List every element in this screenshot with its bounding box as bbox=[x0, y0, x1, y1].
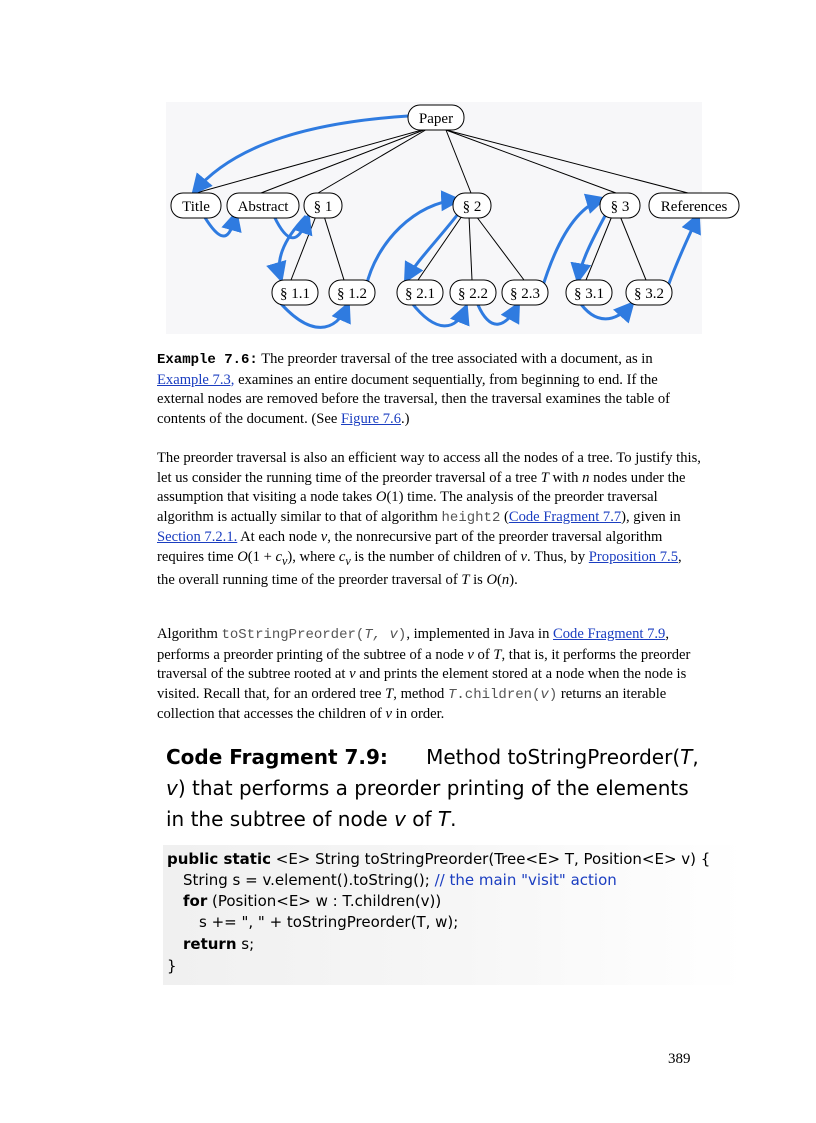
var: v bbox=[166, 776, 178, 800]
text: is the number of children of bbox=[350, 548, 521, 565]
var: c bbox=[338, 548, 346, 565]
text: ( bbox=[497, 571, 502, 588]
node-s1-1 bbox=[272, 280, 318, 305]
node-s3-1 bbox=[566, 280, 612, 305]
text: of bbox=[405, 807, 438, 831]
link-proposition-7-5[interactable]: Proposition 7.5 bbox=[588, 548, 678, 565]
text: Algorithm bbox=[157, 626, 222, 642]
link-code-fragment-7-9[interactable]: Code Fragment 7.9 bbox=[553, 626, 666, 642]
example-paragraph bbox=[157, 350, 701, 429]
code-text: s += ", " + toStringPreorder(T, w); bbox=[199, 913, 459, 931]
node-label: § 2.1 bbox=[405, 286, 435, 302]
var: O bbox=[375, 489, 387, 505]
node-s1 bbox=[304, 193, 342, 218]
node-s1-2 bbox=[329, 280, 375, 305]
code-text: s; bbox=[236, 935, 255, 953]
var: v bbox=[520, 548, 528, 565]
code-var: v bbox=[540, 686, 549, 703]
text: (1) time. The analysis of the preorder traversal algorithm is actually similar to that of algorithm bbox=[157, 489, 658, 525]
text: Method toStringPreorder( bbox=[426, 745, 681, 769]
var: O bbox=[486, 571, 498, 588]
node-s2-3 bbox=[502, 280, 548, 305]
text: ), given in bbox=[621, 508, 681, 525]
node-label: References bbox=[660, 199, 728, 215]
text: ), where bbox=[287, 548, 339, 565]
text: and prints the element stored at a node when the node is visited. Recall that, for an ordered tree bbox=[157, 666, 687, 702]
var: v bbox=[394, 807, 406, 831]
text: , method bbox=[393, 685, 448, 702]
code-text: toStringPreorder( bbox=[221, 627, 365, 643]
node-paper bbox=[408, 105, 464, 130]
node-s2 bbox=[453, 193, 491, 218]
var: v bbox=[349, 666, 356, 682]
text: , that is, it performs the preorder traversal of the subtree rooted at bbox=[157, 646, 691, 682]
text: with bbox=[548, 469, 583, 486]
keyword: public static bbox=[167, 850, 271, 868]
text: ). bbox=[509, 571, 518, 588]
text: of bbox=[473, 646, 494, 663]
node-label: Abstract bbox=[237, 199, 289, 215]
var: T bbox=[461, 571, 470, 588]
node-label: § 1 bbox=[313, 199, 333, 215]
text: . Thus, by bbox=[527, 548, 589, 565]
text: nodes under the assumption that visiting a node takes bbox=[157, 469, 686, 505]
node-label: § 1.1 bbox=[280, 286, 310, 302]
preorder-tree-figure bbox=[166, 102, 728, 334]
text: , the nonrecursive part of the preorder traversal algorithm requires time bbox=[157, 529, 663, 565]
node-label: § 2.2 bbox=[458, 286, 488, 302]
code-line-4 bbox=[199, 912, 458, 934]
text: , the overall running time of the preorder traversal of bbox=[157, 548, 682, 588]
node-label: Title bbox=[182, 199, 210, 215]
var: T bbox=[493, 646, 502, 663]
text: is bbox=[469, 571, 487, 588]
var: c bbox=[275, 548, 282, 565]
code-text: ) bbox=[548, 686, 558, 703]
algorithm-paragraph bbox=[157, 625, 701, 725]
node-s2-2 bbox=[450, 280, 496, 305]
text: returns an iterable collection that accesses the children of bbox=[157, 685, 667, 722]
text: in order. bbox=[392, 706, 445, 722]
node-s3-2 bbox=[626, 280, 672, 305]
code-block bbox=[163, 845, 745, 985]
code-text: (Position<E> w : T.children(v)) bbox=[207, 892, 442, 910]
code-line-5 bbox=[183, 934, 254, 956]
code-text: .children( bbox=[456, 686, 541, 703]
var: v bbox=[281, 553, 288, 568]
code-line-6 bbox=[167, 956, 177, 978]
node-references bbox=[649, 193, 739, 218]
text: , performs a preorder printing of the subtree of a node bbox=[157, 626, 669, 663]
code-inline: height2 bbox=[441, 509, 501, 526]
var: v bbox=[467, 646, 474, 663]
example-label: Example 7.6: bbox=[157, 352, 258, 368]
node-title bbox=[171, 193, 221, 218]
code-var: T, v bbox=[364, 627, 398, 643]
node-label: § 3 bbox=[610, 199, 630, 215]
var: v bbox=[320, 529, 328, 545]
code-text: String s = v.element().toString(); bbox=[183, 871, 430, 889]
code-text: ) bbox=[397, 627, 407, 643]
keyword: for bbox=[183, 892, 208, 910]
var: n bbox=[501, 571, 510, 588]
code-var: T bbox=[448, 686, 457, 703]
var: O bbox=[237, 548, 248, 565]
code-line-1 bbox=[167, 849, 710, 871]
var: n bbox=[582, 469, 590, 486]
running-time-paragraph bbox=[157, 449, 701, 590]
keyword: return bbox=[183, 935, 237, 953]
text: (1 + bbox=[247, 548, 276, 565]
node-s2-1 bbox=[397, 280, 443, 305]
node-label: § 3.1 bbox=[574, 286, 604, 302]
var: T bbox=[540, 469, 549, 486]
text: ) that performs a preorder printing of the elements in the subtree of node bbox=[166, 776, 689, 831]
text: The preorder traversal is also an efficient way to access all the nodes of a tree. To justify this, let us consider the running time of the preorder traversal of a tree bbox=[157, 450, 701, 486]
link-section-7-2-1[interactable]: Section 7.2.1. bbox=[157, 529, 238, 545]
code-inline bbox=[448, 687, 557, 703]
var: T bbox=[437, 807, 451, 831]
link-example-7-3[interactable]: Example 7.3, bbox=[157, 371, 235, 388]
node-abstract bbox=[227, 193, 299, 218]
text: , bbox=[692, 745, 699, 769]
tree-diagram bbox=[166, 102, 728, 334]
node-s3 bbox=[600, 193, 640, 218]
var: T bbox=[385, 685, 394, 702]
link-figure-7-6[interactable]: Figure 7.6 bbox=[341, 410, 401, 427]
page-number: 389 bbox=[668, 1051, 691, 1067]
node-label: § 2 bbox=[462, 199, 482, 215]
text: .) bbox=[401, 410, 410, 427]
text: . bbox=[450, 807, 457, 831]
node-label: § 2.3 bbox=[510, 286, 540, 302]
code-text: } bbox=[167, 957, 177, 975]
text: ( bbox=[500, 508, 509, 525]
node-label: § 1.2 bbox=[337, 286, 367, 302]
node-label: § 3.2 bbox=[634, 286, 664, 302]
code-line-2 bbox=[183, 870, 617, 892]
code-fragment-caption bbox=[166, 742, 706, 835]
link-code-fragment-7-7[interactable]: Code Fragment 7.7 bbox=[508, 508, 622, 525]
code-line-3 bbox=[183, 891, 441, 913]
text: examines an entire document sequentially, from beginning to end. If the external nodes are removed before the traversal, then the traversal examines the table of contents of the document. (See bbox=[157, 371, 670, 427]
var: v bbox=[385, 706, 393, 722]
text: At each node bbox=[237, 529, 321, 545]
caption-label: Code Fragment 7.9: bbox=[166, 745, 388, 769]
text: , implemented in Java in bbox=[406, 626, 554, 642]
code-inline bbox=[221, 627, 406, 643]
var: v bbox=[345, 553, 351, 568]
var: T bbox=[680, 745, 693, 769]
node-label: Paper bbox=[418, 111, 454, 127]
code-text: <E> String toStringPreorder(Tree<E> T, Position<E> v) { bbox=[270, 850, 711, 868]
text: The preorder traversal of the tree associated with a document, as in bbox=[257, 351, 653, 367]
code-comment: // the main "visit" action bbox=[429, 871, 617, 889]
